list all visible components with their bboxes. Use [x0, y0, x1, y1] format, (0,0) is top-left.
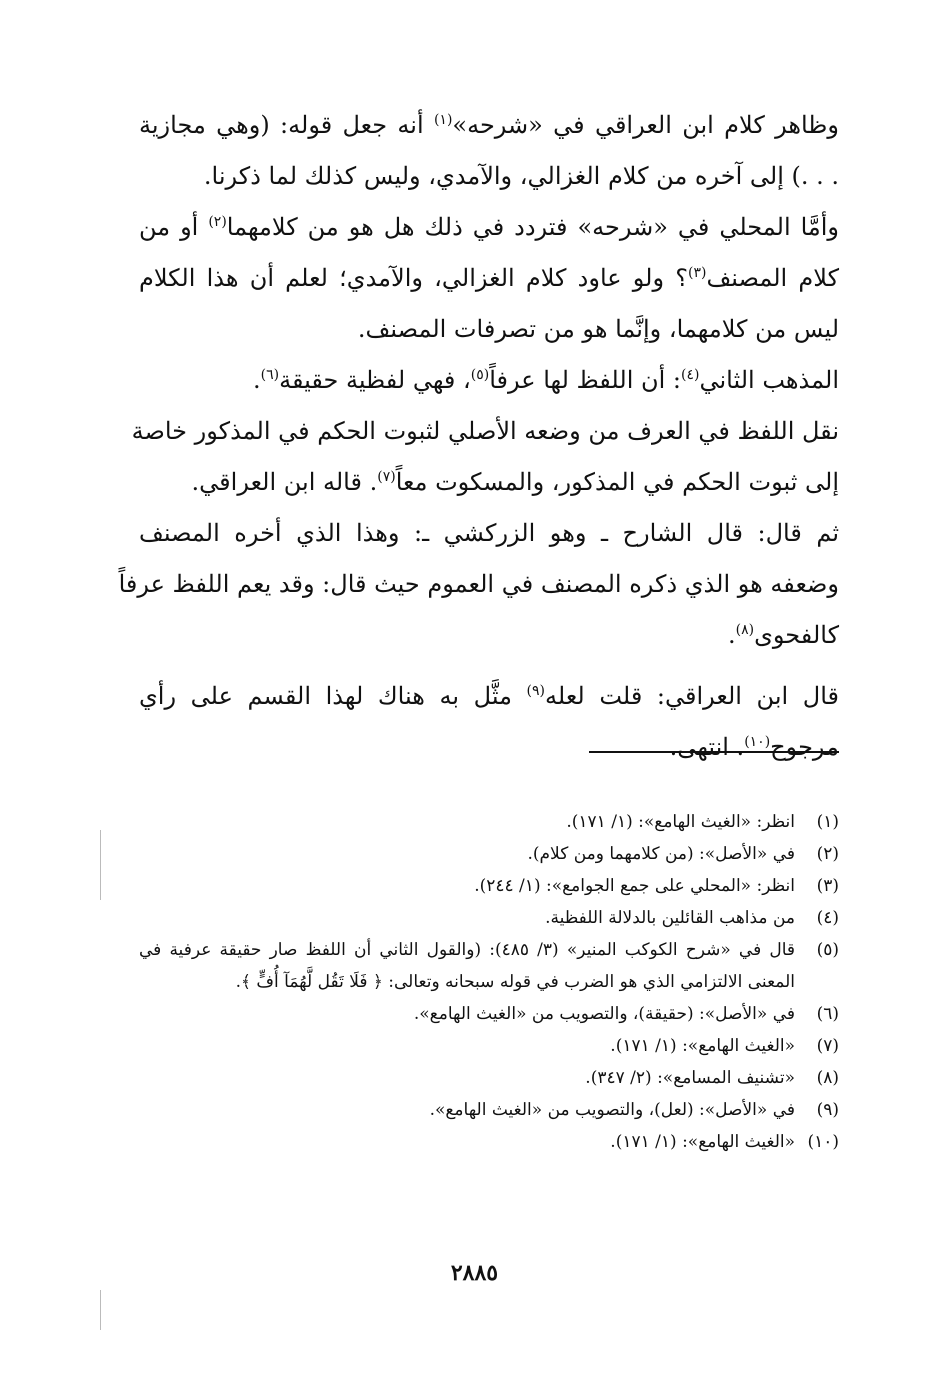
footnote-number: (٧) [816, 1036, 839, 1056]
page-number: ٢٨٨٥ [450, 1260, 499, 1286]
footnote-reference: (١٠) [744, 734, 771, 750]
footnote-reference: (٢) [208, 214, 227, 230]
footnote-text: في «الأصل»: (حقيقة)، والتصويب من «الغيث الهامع». [413, 1004, 795, 1024]
text-line: المذهب الثاني$^{(٤)}$: أن اللفظ لها عرفاً$^{(٥)}$، فهي لفظية حقيقة$^{(٦)}$. [252, 366, 839, 394]
footnote-number: (١) [816, 812, 839, 832]
footnote-text: في «الأصل»: (لعل)، والتصويب من «الغيث الهامع». [429, 1100, 795, 1120]
margin-scan-mark [100, 830, 101, 900]
footnote [139, 838, 839, 870]
footnote-reference: (٦) [260, 367, 280, 383]
footnote [139, 870, 839, 902]
footnote [139, 1062, 839, 1094]
footnote-text: في «الأصل»: (من كلامهما ومن كلام). [527, 844, 795, 864]
footnote [139, 1030, 839, 1062]
footnote-number: (٨) [816, 1068, 839, 1088]
text-line: ثم قال: قال الشارح ـ وهو الزركشي ـ: وهذا الذي أخره المصنف [139, 519, 840, 547]
main-text [118, 100, 840, 773]
footnote-text: «الغيث الهامع»: (١/ ١٧١). [610, 1132, 795, 1152]
footnote [139, 806, 839, 838]
footnote-number: (٥) [816, 940, 839, 960]
footnote-reference: (٩) [526, 683, 546, 699]
text-line: وأمَّا المحلي في «شرحه» فتردد في ذلك هل هو من كلامهما$^{(٢)}$ أو من [139, 213, 840, 241]
text-line: وضعفه هو الذي ذكره المصنف في العموم حيث قال: وقد يعم اللفظ عرفاً [118, 570, 839, 598]
margin-scan-mark [100, 1290, 101, 1330]
footnotes [139, 806, 839, 1158]
footnote-number: (٢) [816, 844, 839, 864]
footnote-text: «تشنيف المسامع»: (٢/ ٣٤٧). [585, 1068, 795, 1088]
footnote-number: (٤) [816, 908, 839, 928]
footnote-text: انظر: «الغيث الهامع»: (١/ ١٧١). [566, 812, 795, 832]
footnote-text: المعنى الالتزامي الذي هو الضرب في قوله سبحانه وتعالى: ﴿ فَلَا تَقُل لَّهُمَآ أُفٍّ ﴾. [235, 972, 795, 992]
text-line: قال ابن العراقي: قلت لعله$^{(٩)}$ مثَّل به هناك لهذا القسم على رأي [139, 682, 840, 710]
footnote [139, 998, 839, 1030]
footnote-text: قال في «شرح الكوكب المنير» (٣/ ٤٨٥): (والقول الثاني أن اللفظ صار حقيقة عرفية في [139, 940, 796, 960]
footnote-number: (٣) [816, 876, 839, 896]
footnote [139, 1094, 839, 1126]
footnote-number: (١٠) [807, 1132, 839, 1152]
text-line: إلى ثبوت الحكم في المذكور، والمسكوت معاً$^{(٧)}$. قاله ابن العراقي. [191, 468, 839, 496]
footnote-text: «الغيث الهامع»: (١/ ١٧١). [610, 1036, 795, 1056]
footnote-reference: (٣) [687, 265, 707, 281]
text-line: نقل اللفظ في العرف من وضعه الأصلي لثبوت الحكم في المذكور خاصة [131, 417, 839, 445]
footnote-number: (٩) [816, 1100, 839, 1120]
footnote-reference: (١) [433, 112, 453, 128]
text-line: كالفحوى$^{(٨)}$. [728, 621, 839, 649]
footnote-reference: (٨) [735, 622, 755, 638]
footnote-divider [589, 751, 839, 753]
text-line: وظاهر كلام ابن العراقي في «شرحه»$^{(١)}$ أنه جعل قوله: (وهي مجازية [139, 111, 839, 139]
footnote [139, 1126, 839, 1158]
text-line: كلام المصنف$^{(٣)}$؟ ولو عاود كلام الغزالي، والآمدي؛ لعلم أن هذا الكلام [139, 264, 839, 292]
footnote-reference: (٤) [681, 367, 700, 383]
text-line: . . .) إلى آخره من كلام الغزالي، والآمدي، وليس كذلك لما ذكرنا. [203, 162, 839, 190]
footnote [139, 934, 839, 998]
footnote-text: انظر: «المحلي على جمع الجوامع»: (١/ ٢٤٤). [474, 876, 795, 896]
footnote-reference: (٥) [470, 367, 490, 383]
footnote-number: (٦) [816, 1004, 839, 1024]
footnote-reference: (٧) [377, 469, 396, 485]
text-line: ليس من كلامهما، وإنَّما هو من تصرفات المصنف. [357, 315, 839, 343]
text-line: مرجوح$^{(١٠)}$. انتهى. [669, 733, 839, 761]
footnote-text: من مذاهب القائلين بالدلالة اللفظية. [545, 908, 795, 928]
footnote [139, 902, 839, 934]
